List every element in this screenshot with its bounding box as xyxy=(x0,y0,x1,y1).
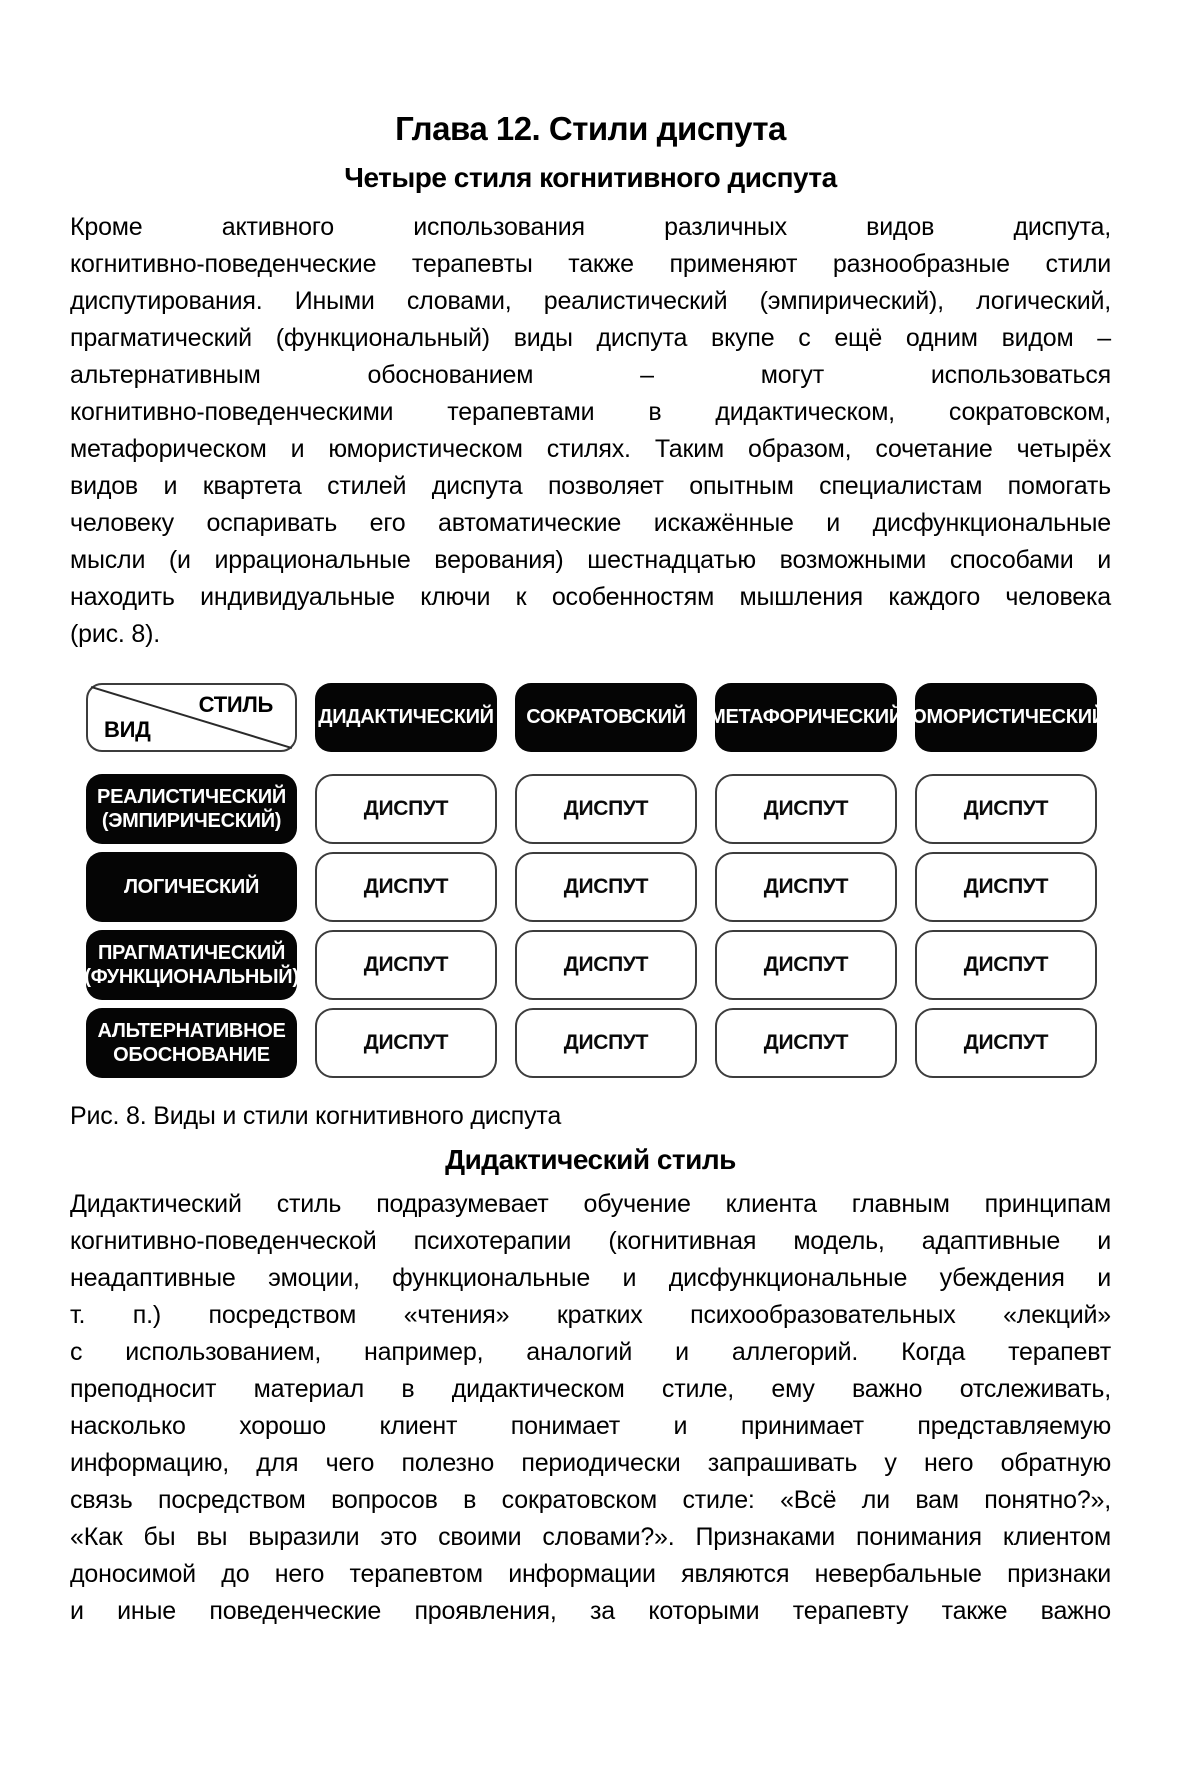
paragraph-2-line: информацию, для чего полезно периодически запрашивать у него обратную xyxy=(70,1449,1111,1477)
figure-body-grid xyxy=(86,774,1098,1078)
figure-dispute-cell: ДИСПУТ xyxy=(715,1008,897,1078)
figure-dispute-cell: ДИСПУТ xyxy=(315,1008,497,1078)
figure-column-header-humoristic: ЮМОРИСТИЧЕСКИЙ xyxy=(915,683,1097,752)
figure-dispute-cell: ДИСПУТ xyxy=(315,774,497,844)
figure-row-header-alternative: АЛЬТЕРНАТИВНОЕ ОБОСНОВАНИЕ xyxy=(86,1008,297,1078)
paragraph-2-line: преподносит материал в дидактическом стиле, ему важно отслеживать, xyxy=(70,1375,1111,1403)
figure-dispute-cell: ДИСПУТ xyxy=(515,852,697,922)
paragraph-2 xyxy=(70,1186,1111,1630)
paragraph-1-line: альтернативным обоснованием – могут использоваться xyxy=(70,361,1111,389)
paragraph-2-line: связь посредством вопросов в сократовском стиле: «Всё ли вам понятно?», xyxy=(70,1486,1111,1514)
figure-row-header-realistic: РЕАЛИСТИЧЕСКИЙ (ЭМПИРИЧЕСКИЙ) xyxy=(86,774,297,844)
figure-column-header-metaphoric: МЕТАФОРИЧЕСКИЙ xyxy=(715,683,897,752)
subsection-title: Дидактический стиль xyxy=(445,1144,736,1175)
corner-vid-label: ВИД xyxy=(104,717,151,742)
paragraph-1-line: когнитивно-поведенческими терапевтами в дидактическом, сократовском, xyxy=(70,398,1111,426)
figure-dispute-cell: ДИСПУТ xyxy=(915,1008,1097,1078)
figure-row-header-pragmatic: ПРАГМАТИЧЕСКИЙ (ФУНКЦИОНАЛЬНЫЙ) xyxy=(86,930,297,1000)
figure-dispute-cell: ДИСПУТ xyxy=(715,774,897,844)
paragraph-2-line: «Как бы вы выразили это своими словами?». Признаками понимания клиентом xyxy=(70,1523,1111,1551)
paragraph-2-line: Дидактический стиль подразумевает обучение клиента главным принципам xyxy=(70,1190,1111,1218)
figure-dispute-cell: ДИСПУТ xyxy=(915,930,1097,1000)
paragraph-2-line: с использованием, например, аналогий и аллегорий. Когда терапевт xyxy=(70,1338,1111,1366)
paragraph-1-line: Кроме активного использования различных видов диспута, xyxy=(70,213,1111,241)
paragraph-2-line: когнитивно-поведенческой психотерапии (когнитивная модель, адаптивные и xyxy=(70,1227,1111,1255)
figure-caption: Рис. 8. Виды и стили когнитивного диспута xyxy=(70,1102,562,1130)
paragraph-1-line: находить индивидуальные ключи к особенностям мышления каждого человека xyxy=(70,583,1111,611)
paragraph-1-line: видов и квартета стилей диспута позволяет опытным специалистам помогать xyxy=(70,472,1111,500)
figure-dispute-cell: ДИСПУТ xyxy=(515,930,697,1000)
paragraph-2-line: неадаптивные эмоции, функциональные и дисфункциональные убеждения и xyxy=(70,1264,1111,1292)
figure-row-header-logical: ЛОГИЧЕСКИЙ xyxy=(86,852,297,922)
paragraph-1-line: когнитивно-поведенческие терапевты также применяют разнообразные стили xyxy=(70,250,1111,278)
paragraph-1-line: метафорическом и юмористическом стилях. Таким образом, сочетание четырёх xyxy=(70,435,1111,463)
paragraph-1 xyxy=(70,209,1111,653)
figure-dispute-cell: ДИСПУТ xyxy=(915,774,1097,844)
figure-dispute-cell: ДИСПУТ xyxy=(515,1008,697,1078)
paragraph-1-line: мысли (и иррациональные верования) шестнадцатью возможными способами и xyxy=(70,546,1111,574)
figure-dispute-cell: ДИСПУТ xyxy=(915,852,1097,922)
paragraph-2-line: т. п.) посредством «чтения» кратких психообразовательных «лекций» xyxy=(70,1301,1111,1329)
paragraph-2-line: насколько хорошо клиент понимает и принимает представляемую xyxy=(70,1412,1111,1440)
figure-column-header-didactic: ДИДАКТИЧЕСКИЙ xyxy=(315,683,497,752)
chapter-title: Глава 12. Стили диспута xyxy=(395,110,786,147)
figure-dispute-cell: ДИСПУТ xyxy=(715,852,897,922)
paragraph-1-line: прагматический (функциональный) виды диспута вкупе с ещё одним видом – xyxy=(70,324,1111,352)
paragraph-1-line: диспутирования. Иными словами, реалистический (эмпирический), логический, xyxy=(70,287,1111,315)
figure-dispute-cell: ДИСПУТ xyxy=(715,930,897,1000)
figure-header-row xyxy=(86,683,1106,752)
paragraph-1-line: (рис. 8). xyxy=(70,620,160,648)
figure-dispute-cell: ДИСПУТ xyxy=(315,930,497,1000)
section-title: Четыре стиля когнитивного диспута xyxy=(344,162,837,193)
figure-column-header-socratic: СОКРАТОВСКИЙ xyxy=(515,683,697,752)
figure-dispute-matrix xyxy=(84,683,1106,1078)
figure-dispute-cell: ДИСПУТ xyxy=(315,852,497,922)
corner-style-label: СТИЛЬ xyxy=(198,692,273,717)
paragraph-2-line: доносимой до него терапевтом информации являются невербальные признаки xyxy=(70,1560,1111,1588)
paragraph-2-line: и иные поведенческие проявления, за которыми терапевту также важно xyxy=(70,1597,1111,1625)
paragraph-1-line: человеку оспаривать его автоматические искажённые и дисфункциональные xyxy=(70,509,1111,537)
figure-dispute-cell: ДИСПУТ xyxy=(515,774,697,844)
figure-corner-cell xyxy=(86,683,297,752)
